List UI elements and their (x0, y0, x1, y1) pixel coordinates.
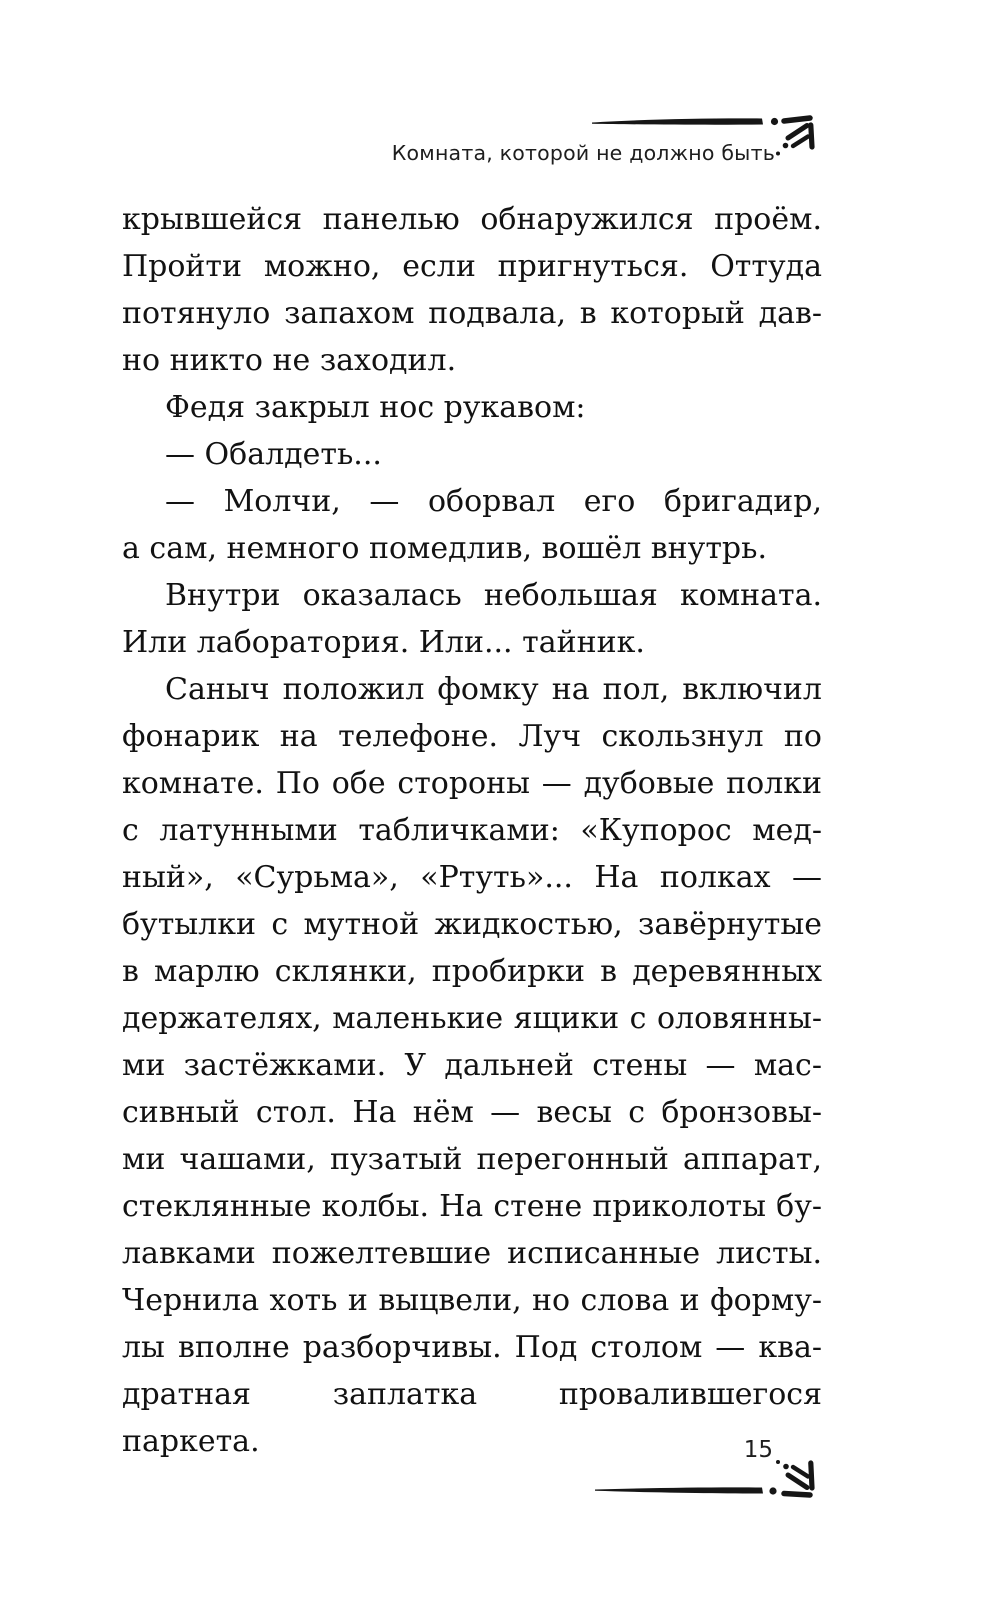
page-number: 15 (743, 1437, 773, 1463)
text-line: держателях, маленькие ящики с оловянны- (122, 1001, 822, 1036)
text-line: с латунными табличками: «Купорос мед- (122, 813, 822, 848)
footer-brush-flourish-icon (570, 1441, 820, 1501)
text-line: сивный стол. На нём — весы с бронзовы- (122, 1095, 822, 1130)
text-line: ный», «Сурьма», «Ртуть»... На полках — (122, 860, 822, 895)
text-line: лы вполне разборчивы. Под столом — ква- (122, 1330, 822, 1365)
running-head: Комната, которой не должно быть (391, 141, 775, 165)
text-line: потянуло запахом подвала, в который дав- (122, 296, 822, 331)
text-line: — Молчи, — оборвал его бригадир, (165, 484, 822, 519)
text-line: Федя закрыл нос рукавом: (165, 390, 586, 425)
text-line: Пройти можно, если пригнуться. Оттуда (122, 249, 822, 284)
text-line: — Обалдеть... (165, 437, 382, 472)
text-line: Чернила хоть и выцвели, но слова и форму- (122, 1283, 822, 1318)
text-line: стеклянные колбы. На стене приколоты бу- (122, 1189, 822, 1224)
text-line: фонарик на телефоне. Луч скользнул по (122, 719, 822, 754)
text-line: Или лаборатория. Или... тайник. (122, 625, 645, 660)
text-line: в марлю склянки, пробирки в деревянных (122, 954, 822, 989)
text-line: Саныч положил фомку на пол, включил (165, 672, 822, 707)
text-line: комнате. По обе стороны — дубовые полки (122, 766, 822, 801)
text-line: а сам, немного помедлив, вошёл внутрь. (122, 531, 767, 566)
text-line: крывшейся панелью обнаружился проём. (122, 202, 822, 237)
text-line: дратная заплатка провалившегося паркета. (122, 1377, 822, 1459)
text-line: лавками пожелтевшие исписанные листы. (122, 1236, 822, 1271)
text-line: ми застёжками. У дальней стены — мас- (122, 1048, 822, 1083)
text-line: бутылки с мутной жидкостью, завёрнутые (122, 907, 822, 942)
text-line: ми чашами, пузатый перегонный аппарат, (122, 1142, 822, 1177)
text-line: Внутри оказалась небольшая комната. (165, 578, 822, 613)
text-line: но никто не заходил. (122, 343, 457, 378)
